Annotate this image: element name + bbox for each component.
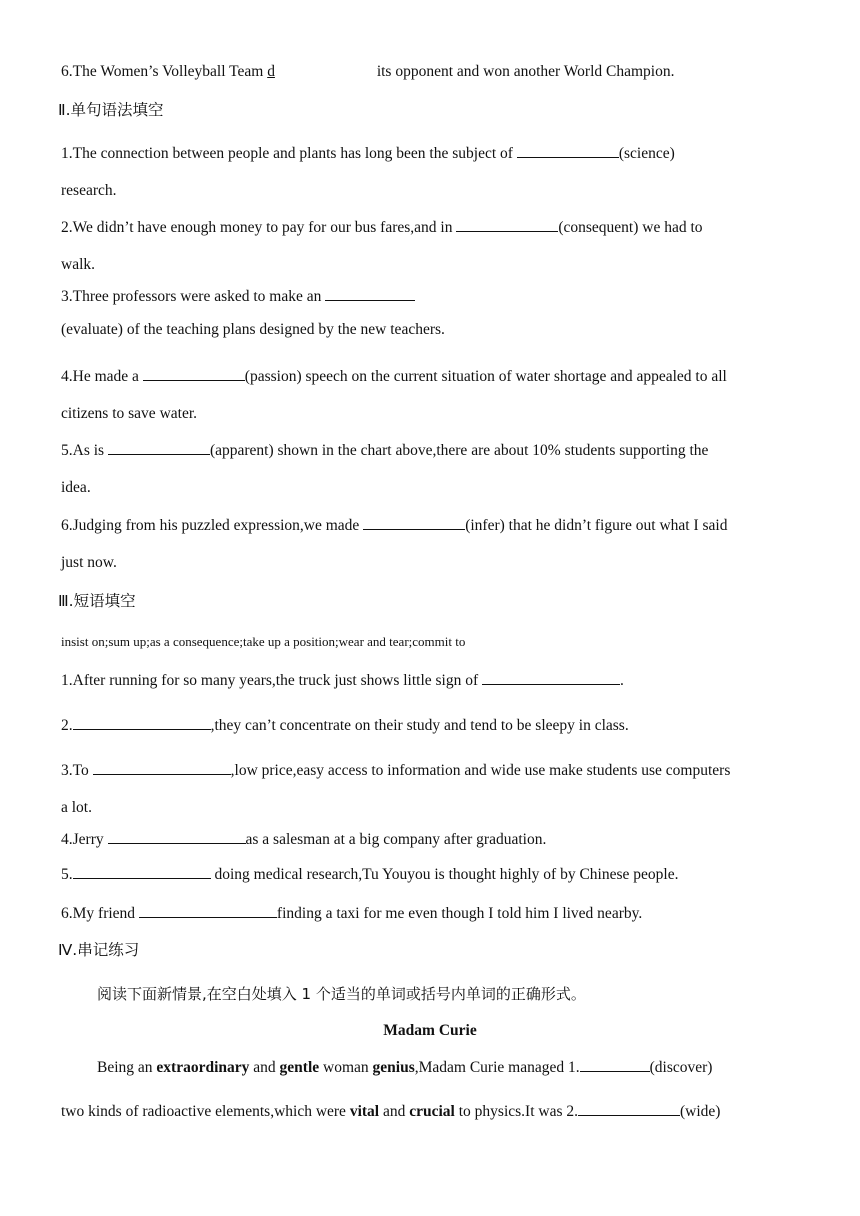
answer-blank[interactable] (325, 286, 415, 301)
answer-blank[interactable] (108, 440, 210, 455)
section-4-heading: Ⅳ.串记练习 (58, 941, 140, 959)
answer-blank[interactable] (363, 515, 465, 530)
answer-blank[interactable] (108, 829, 246, 844)
answer-blank[interactable] (517, 143, 619, 158)
section-4-instruction: 阅读下面新情景,在空白处填入 1 个适当的单词或括号内单词的正确形式。 (97, 985, 586, 1003)
question-2-1: 1.The connection between people and plants has long been the subject of (science) (61, 145, 675, 162)
question-3-6: 6.My friend finding a taxi for me even though I told him I lived nearby. (61, 905, 643, 922)
question-2-5: 5.As is (apparent) shown in the chart above,there are about 10% students supporting the (61, 442, 709, 459)
question-3-3: 3.To ,low price,easy access to information and wide use make students use computers (61, 762, 731, 779)
question-2-5-cont: idea. (61, 479, 91, 496)
passage-title: Madam Curie (383, 1022, 477, 1039)
answer-blank[interactable] (93, 760, 231, 775)
question-2-2: 2.We didn’t have enough money to pay for our bus fares,and in (consequent) we had to (61, 219, 703, 236)
question-1-6: 6.The Women’s Volleyball Team d its opponent and won another World Champion. (61, 63, 675, 80)
question-2-3-cont: (evaluate) of the teaching plans designed by the new teachers. (61, 321, 445, 338)
question-3-2: 2. ,they can’t concentrate on their study and tend to be sleepy in class. (61, 717, 629, 734)
word-bank: insist on;sum up;as a consequence;take up a position;wear and tear;commit to (61, 634, 466, 649)
question-3-5: 5. doing medical research,Tu Youyou is thought highly of by Chinese people. (61, 866, 679, 883)
question-2-6-cont: just now. (61, 554, 117, 571)
answer-blank[interactable] (143, 366, 245, 381)
passage-line-1: Being an extraordinary and gentle woman genius,Madam Curie managed 1. (discover) (97, 1059, 713, 1076)
section-2-heading: Ⅱ.单句语法填空 (58, 101, 164, 119)
question-2-4: 4.He made a (passion) speech on the current situation of water shortage and appealed to all (61, 368, 727, 385)
answer-blank[interactable] (482, 670, 620, 685)
answer-blank[interactable] (139, 903, 277, 918)
question-2-4-cont: citizens to save water. (61, 405, 198, 422)
question-2-6: 6.Judging from his puzzled expression,we made (infer) that he didn’t figure out what I said (61, 517, 728, 534)
answer-blank[interactable]: d (267, 63, 275, 80)
question-3-1: 1.After running for so many years,the truck just shows little sign of . (61, 672, 624, 689)
answer-blank[interactable] (73, 715, 211, 730)
answer-blank[interactable] (578, 1101, 680, 1116)
question-2-3: 3.Three professors were asked to make an (61, 286, 415, 306)
question-2-1-cont: research. (61, 182, 117, 199)
question-2-2-cont: walk. (61, 256, 96, 273)
passage-line-2: two kinds of radioactive elements,which were vital and crucial to physics.It was 2. (wide) (61, 1103, 721, 1120)
section-3-heading: Ⅲ.短语填空 (58, 592, 136, 610)
answer-blank[interactable] (580, 1057, 650, 1072)
answer-blank[interactable] (73, 864, 211, 879)
answer-blank[interactable] (456, 217, 558, 232)
question-3-3-cont: a lot. (61, 799, 92, 816)
question-3-4: 4.Jerry as a salesman at a big company after graduation. (61, 831, 547, 848)
